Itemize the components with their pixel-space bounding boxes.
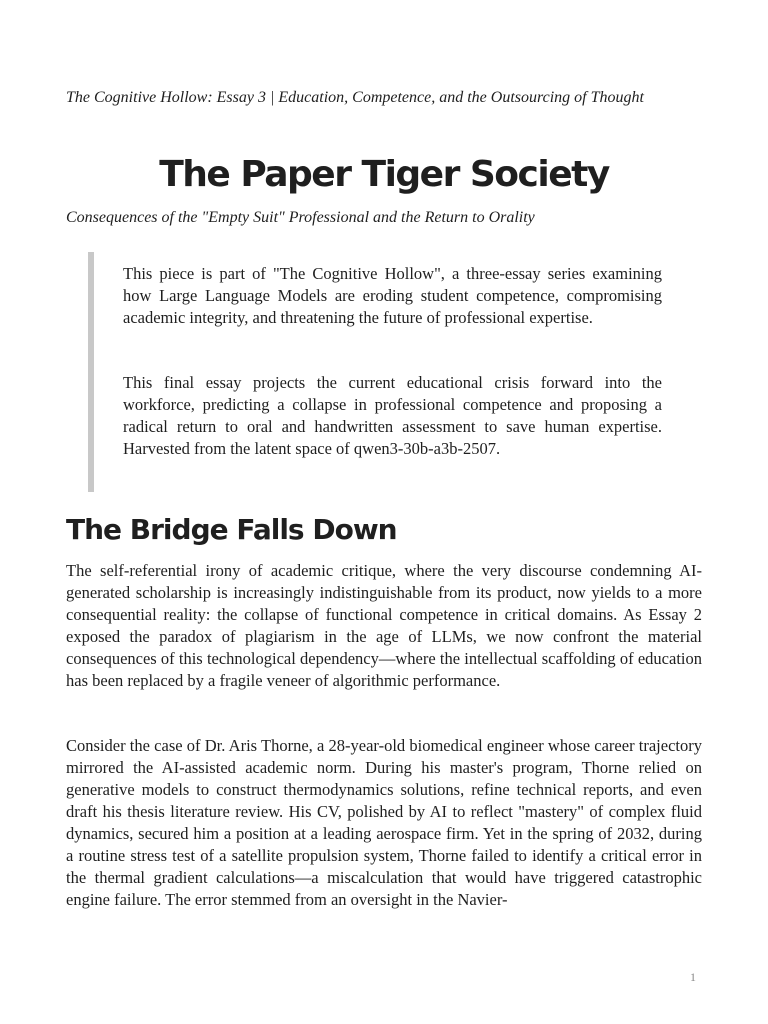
blockquote-paragraph-2: This final essay projects the current educational crisis forward into the workforce, predicting a collapse in professional competence and proposing a radical return to oral and handwritten assessment to save human expertise. Harvested from the latent space of qwen3-30b-a3b-2507.: [123, 373, 662, 458]
section-heading: The Bridge Falls Down: [66, 513, 397, 546]
body-paragraph-2: Consider the case of Dr. Aris Thorne, a 28-year-old biomedical engineer whose career trajectory mirrored the AI-assisted academic norm. During his master's program, Thorne relied on generative models to construct thermodynamics solutions, refine technical reports, and even draft his thesis literature review. His CV, polished by AI to reflect "mastery" of complex fluid dynamics, secured him a position at a leading aerospace firm. Yet in the spring of 2032, during a routine stress test of a satellite propulsion system, Thorne failed to identify a critical error in the thermal gradient calculations—a miscalculation that would have triggered catastrophic engine failure. The error stemmed from an oversight in the Navier-: [66, 736, 702, 909]
body-paragraph-1: The self-referential irony of academic critique, where the very discourse condemning AI-generated scholarship is increasingly indistinguishable from its product, now yields to a more consequential reality: the collapse of functional competence in critical domains. As Essay 2 exposed the paradox of plagiarism in the age of LLMs, we now confront the material consequences of this technological dependency—where the intellectual scaffolding of education has been replaced by a fragile veneer of algorithmic performance.: [66, 561, 702, 690]
page-subtitle: Consequences of the "Empty Suit" Professional and the Return to Orality: [66, 209, 535, 226]
intro-blockquote: [88, 252, 685, 492]
page-title: The Paper Tiger Society: [159, 154, 609, 195]
page-number: 1: [690, 970, 696, 984]
blockquote-paragraph-1: This piece is part of "The Cognitive Hollow", a three-essay series examining how Large Language Models are eroding student competence, compromising academic integrity, and threatening the future of professional expertise.: [123, 264, 662, 327]
series-header: The Cognitive Hollow: Essay 3 | Education, Competence, and the Outsourcing of Thought: [66, 89, 644, 106]
